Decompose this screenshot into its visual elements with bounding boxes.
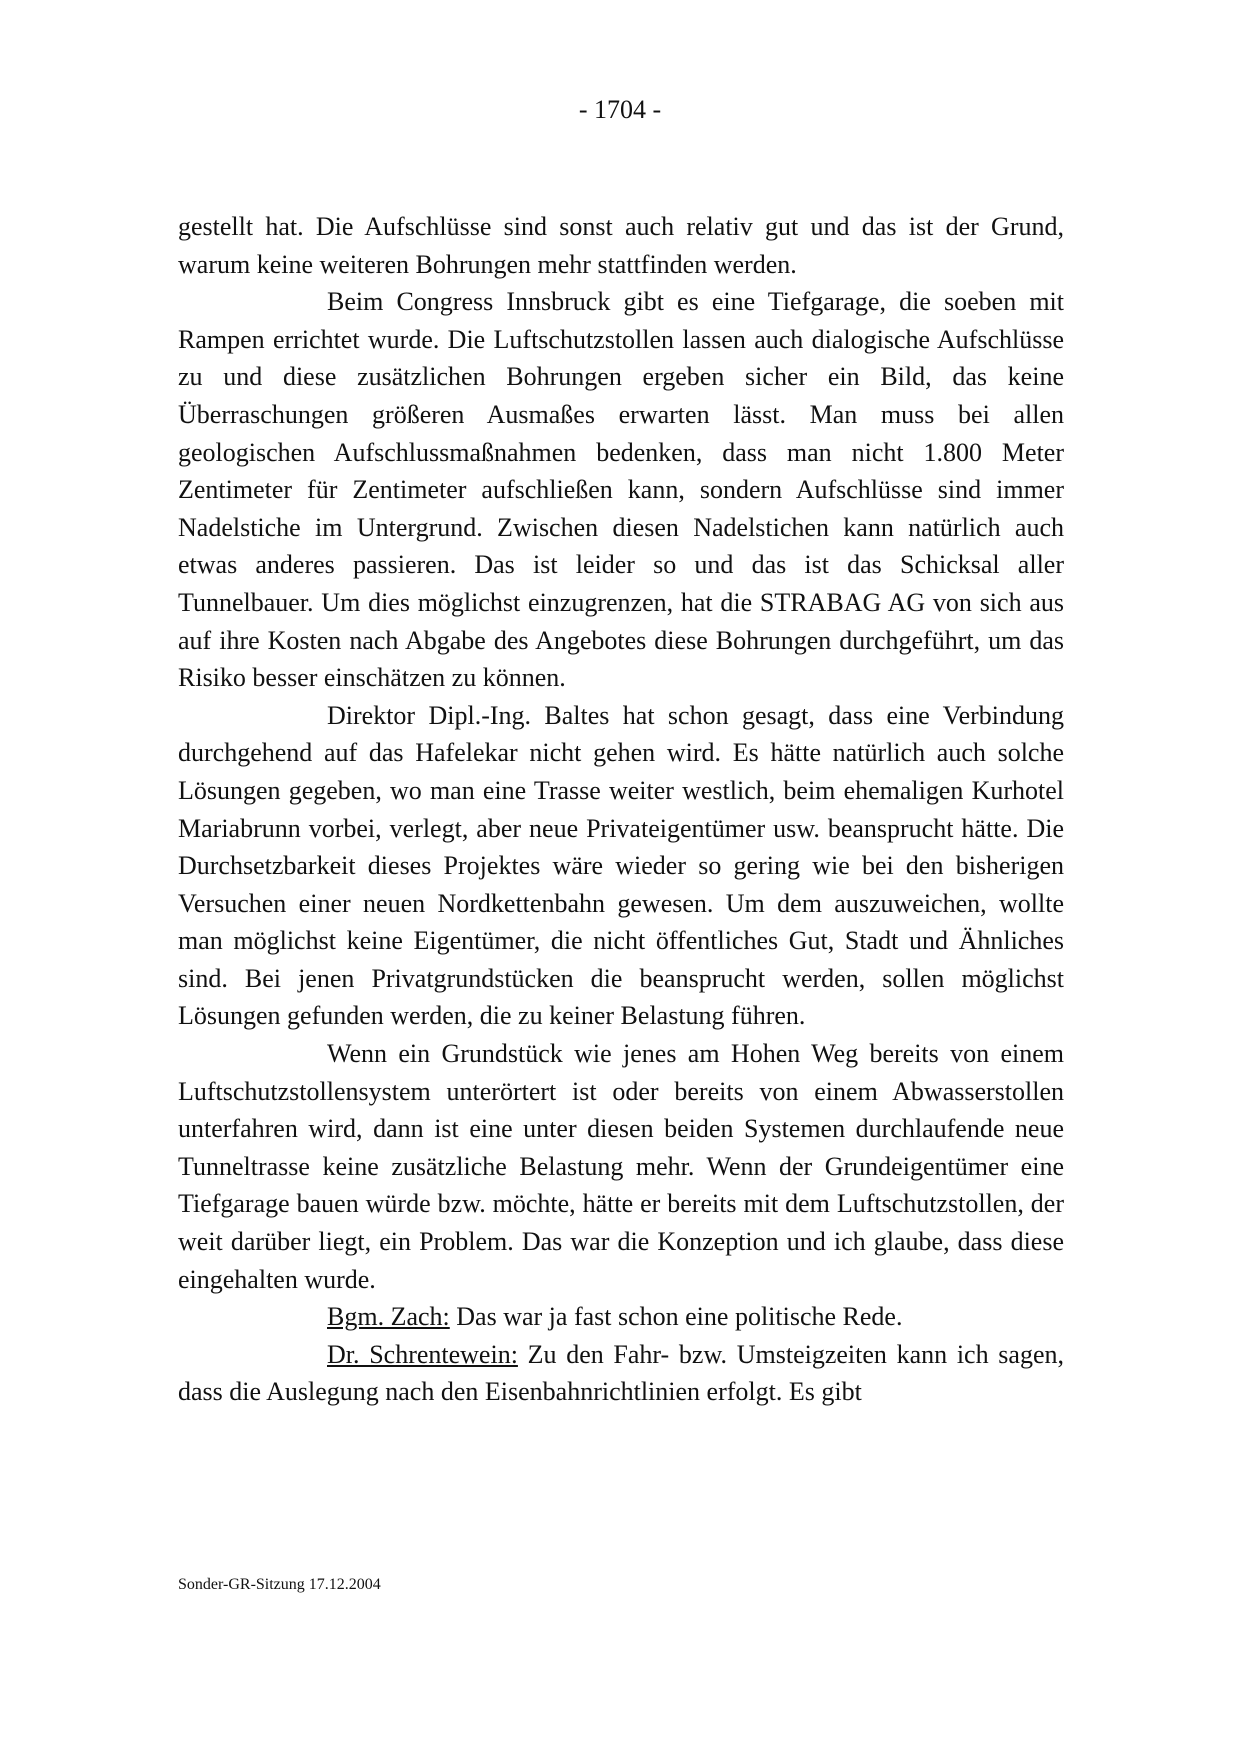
page-number: - 1704 -	[578, 95, 662, 124]
speech-paragraph	[178, 1336, 1064, 1411]
paragraph: Direktor Dipl.-Ing. Baltes hat schon gesagt, dass eine Verbindung durchgehend auf das Hafelekar nicht gehen wird. Es hätte natürlich auch solche Lösungen gegeben, wo man eine Trasse weiter westlich, beim ehemaligen Kurhotel Mariabrunn vorbei, verlegt, aber neue Privateigentümer usw. beansprucht hätte. Die Durchsetzbarkeit dieses Projektes wäre wieder so gering wie bei den bisherigen Versuchen einer neuen Nordkettenbahn gewesen. Um dem auszuweichen, wollte man möglichst keine Eigentümer, die nicht öffentliches Gut, Stadt und Ähnliches sind. Bei jenen Privatgrundstücken die beansprucht werden, sollen möglichst Lösungen gefunden werden, die zu keiner Belastung führen.	[178, 700, 1064, 1031]
speech-text: Das war ja fast schon eine politische Rede.	[449, 1302, 903, 1332]
speaker-name: Bgm. Zach:	[327, 1302, 450, 1332]
paragraph: gestellt hat. Die Aufschlüsse sind sonst auch relativ gut und das ist der Grund, warum keine weiteren Bohrungen mehr stattfinden werden.	[178, 212, 1064, 279]
document-body	[178, 208, 1064, 1411]
footer-session-label: Sonder-GR-Sitzung 17.12.2004	[178, 1576, 381, 1593]
paragraph: Beim Congress Innsbruck gibt es eine Tiefgarage, die soeben mit Rampen errichtet wurde. Die Luftschutzstollen lassen auch dialogische Aufschlüsse zu und diese zusätzlichen Bohrungen ergeben sicher ein Bild, das keine Überraschungen größeren Ausmaßes erwarten lässt. Man muss bei allen geologischen Aufschlussmaßnahmen bedenken, dass man nicht 1.800 Meter Zentimeter für Zentimeter aufschließen kann, sondern Aufschlüsse sind immer Nadelstiche im Untergrund. Zwischen diesen Nadelstichen kann natürlich auch etwas anderes passieren. Das ist leider so und das ist das Schicksal aller Tunnelbauer. Um dies möglichst einzugrenzen, hat die STRABAG AG von sich aus auf ihre Kosten nach Abgabe des Angebotes diese Bohrungen durchgeführt, um das Risiko besser einschätzen zu können.	[178, 287, 1064, 693]
speaker-name: Dr. Schrentewein:	[327, 1339, 518, 1369]
speech-paragraph	[178, 1298, 1064, 1336]
speech-text: Zu den Fahr- bzw. Umsteigzeiten kann ich sagen, dass die Auslegung nach den Eisenbahnrichtlinien erfolgt. Es gibt	[178, 1339, 1064, 1407]
paragraph: Wenn ein Grundstück wie jenes am Hohen Weg bereits von einem Luftschutzstollensystem unterörtert ist oder bereits von einem Abwasserstollen unterfahren wird, dann ist eine unter diesen beiden Systemen durchlaufende neue Tunneltrasse keine zusätzliche Belastung mehr. Wenn der Grundeigentümer eine Tiefgarage bauen würde bzw. möchte, hätte er bereits mit dem Luftschutzstollen, der weit darüber liegt, ein Problem. Das war die Konzeption und ich glaube, dass diese eingehalten wurde.	[178, 1039, 1064, 1294]
